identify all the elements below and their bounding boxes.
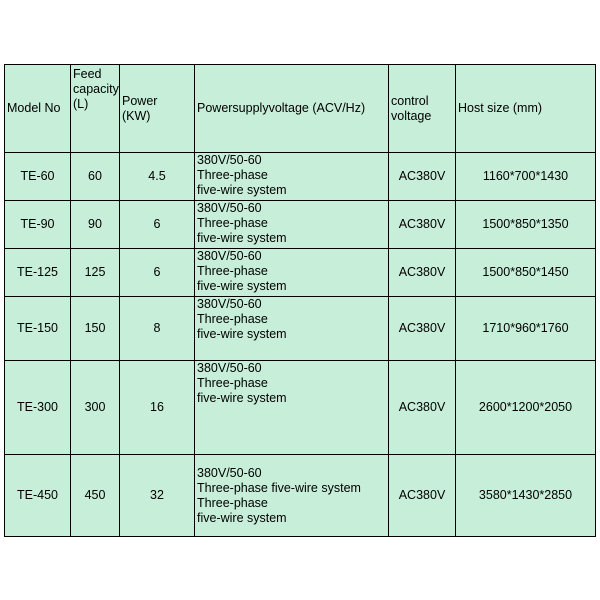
header-supply-voltage: Powersupplyvoltage (ACV/Hz) bbox=[195, 65, 389, 153]
table-row bbox=[5, 361, 596, 455]
model-cell: TE-90 bbox=[5, 201, 71, 249]
header-feed-capacity: Feed capacity (L) bbox=[71, 65, 120, 153]
power-cell: 6 bbox=[120, 249, 195, 297]
control-cell: AC380V bbox=[389, 153, 456, 201]
model-cell: TE-125 bbox=[5, 249, 71, 297]
header-row bbox=[5, 65, 596, 153]
supply-cell: 380V/50-60 Three-phase five-wire system bbox=[195, 201, 389, 249]
table-row bbox=[5, 249, 596, 297]
host-cell: 1500*850*1350 bbox=[456, 201, 596, 249]
supply-cell: 380V/50-60 Three-phase five-wire system Three-phase five-wire system bbox=[195, 455, 389, 537]
supply-cell: 380V/50-60 Three-phase five-wire system bbox=[195, 153, 389, 201]
power-cell: 8 bbox=[120, 297, 195, 361]
feed-cell: 125 bbox=[71, 249, 120, 297]
host-cell: 3580*1430*2850 bbox=[456, 455, 596, 537]
table-row bbox=[5, 201, 596, 249]
host-cell: 2600*1200*2050 bbox=[456, 361, 596, 455]
control-cell: AC380V bbox=[389, 455, 456, 537]
model-cell: TE-60 bbox=[5, 153, 71, 201]
header-host-size: Host size (mm) bbox=[456, 65, 596, 153]
power-cell: 6 bbox=[120, 201, 195, 249]
supply-cell: 380V/50-60 Three-phase five-wire system bbox=[195, 249, 389, 297]
model-cell: TE-300 bbox=[5, 361, 71, 455]
control-cell: AC380V bbox=[389, 249, 456, 297]
feed-cell: 450 bbox=[71, 455, 120, 537]
table-row bbox=[5, 455, 596, 537]
model-cell: TE-150 bbox=[5, 297, 71, 361]
host-cell: 1710*960*1760 bbox=[456, 297, 596, 361]
supply-cell: 380V/50-60 Three-phase five-wire system bbox=[195, 361, 389, 455]
feed-cell: 90 bbox=[71, 201, 120, 249]
table-row bbox=[5, 297, 596, 361]
feed-cell: 150 bbox=[71, 297, 120, 361]
power-cell: 16 bbox=[120, 361, 195, 455]
spec-table bbox=[4, 64, 596, 537]
host-cell: 1500*850*1450 bbox=[456, 249, 596, 297]
power-cell: 4.5 bbox=[120, 153, 195, 201]
model-cell: TE-450 bbox=[5, 455, 71, 537]
table-row bbox=[5, 153, 596, 201]
host-cell: 1160*700*1430 bbox=[456, 153, 596, 201]
supply-cell: 380V/50-60 Three-phase five-wire system bbox=[195, 297, 389, 361]
feed-cell: 300 bbox=[71, 361, 120, 455]
header-control-voltage: control voltage bbox=[389, 65, 456, 153]
header-power: Power (KW) bbox=[120, 65, 195, 153]
control-cell: AC380V bbox=[389, 361, 456, 455]
power-cell: 32 bbox=[120, 455, 195, 537]
header-model: Model No bbox=[5, 65, 71, 153]
control-cell: AC380V bbox=[389, 297, 456, 361]
feed-cell: 60 bbox=[71, 153, 120, 201]
control-cell: AC380V bbox=[389, 201, 456, 249]
